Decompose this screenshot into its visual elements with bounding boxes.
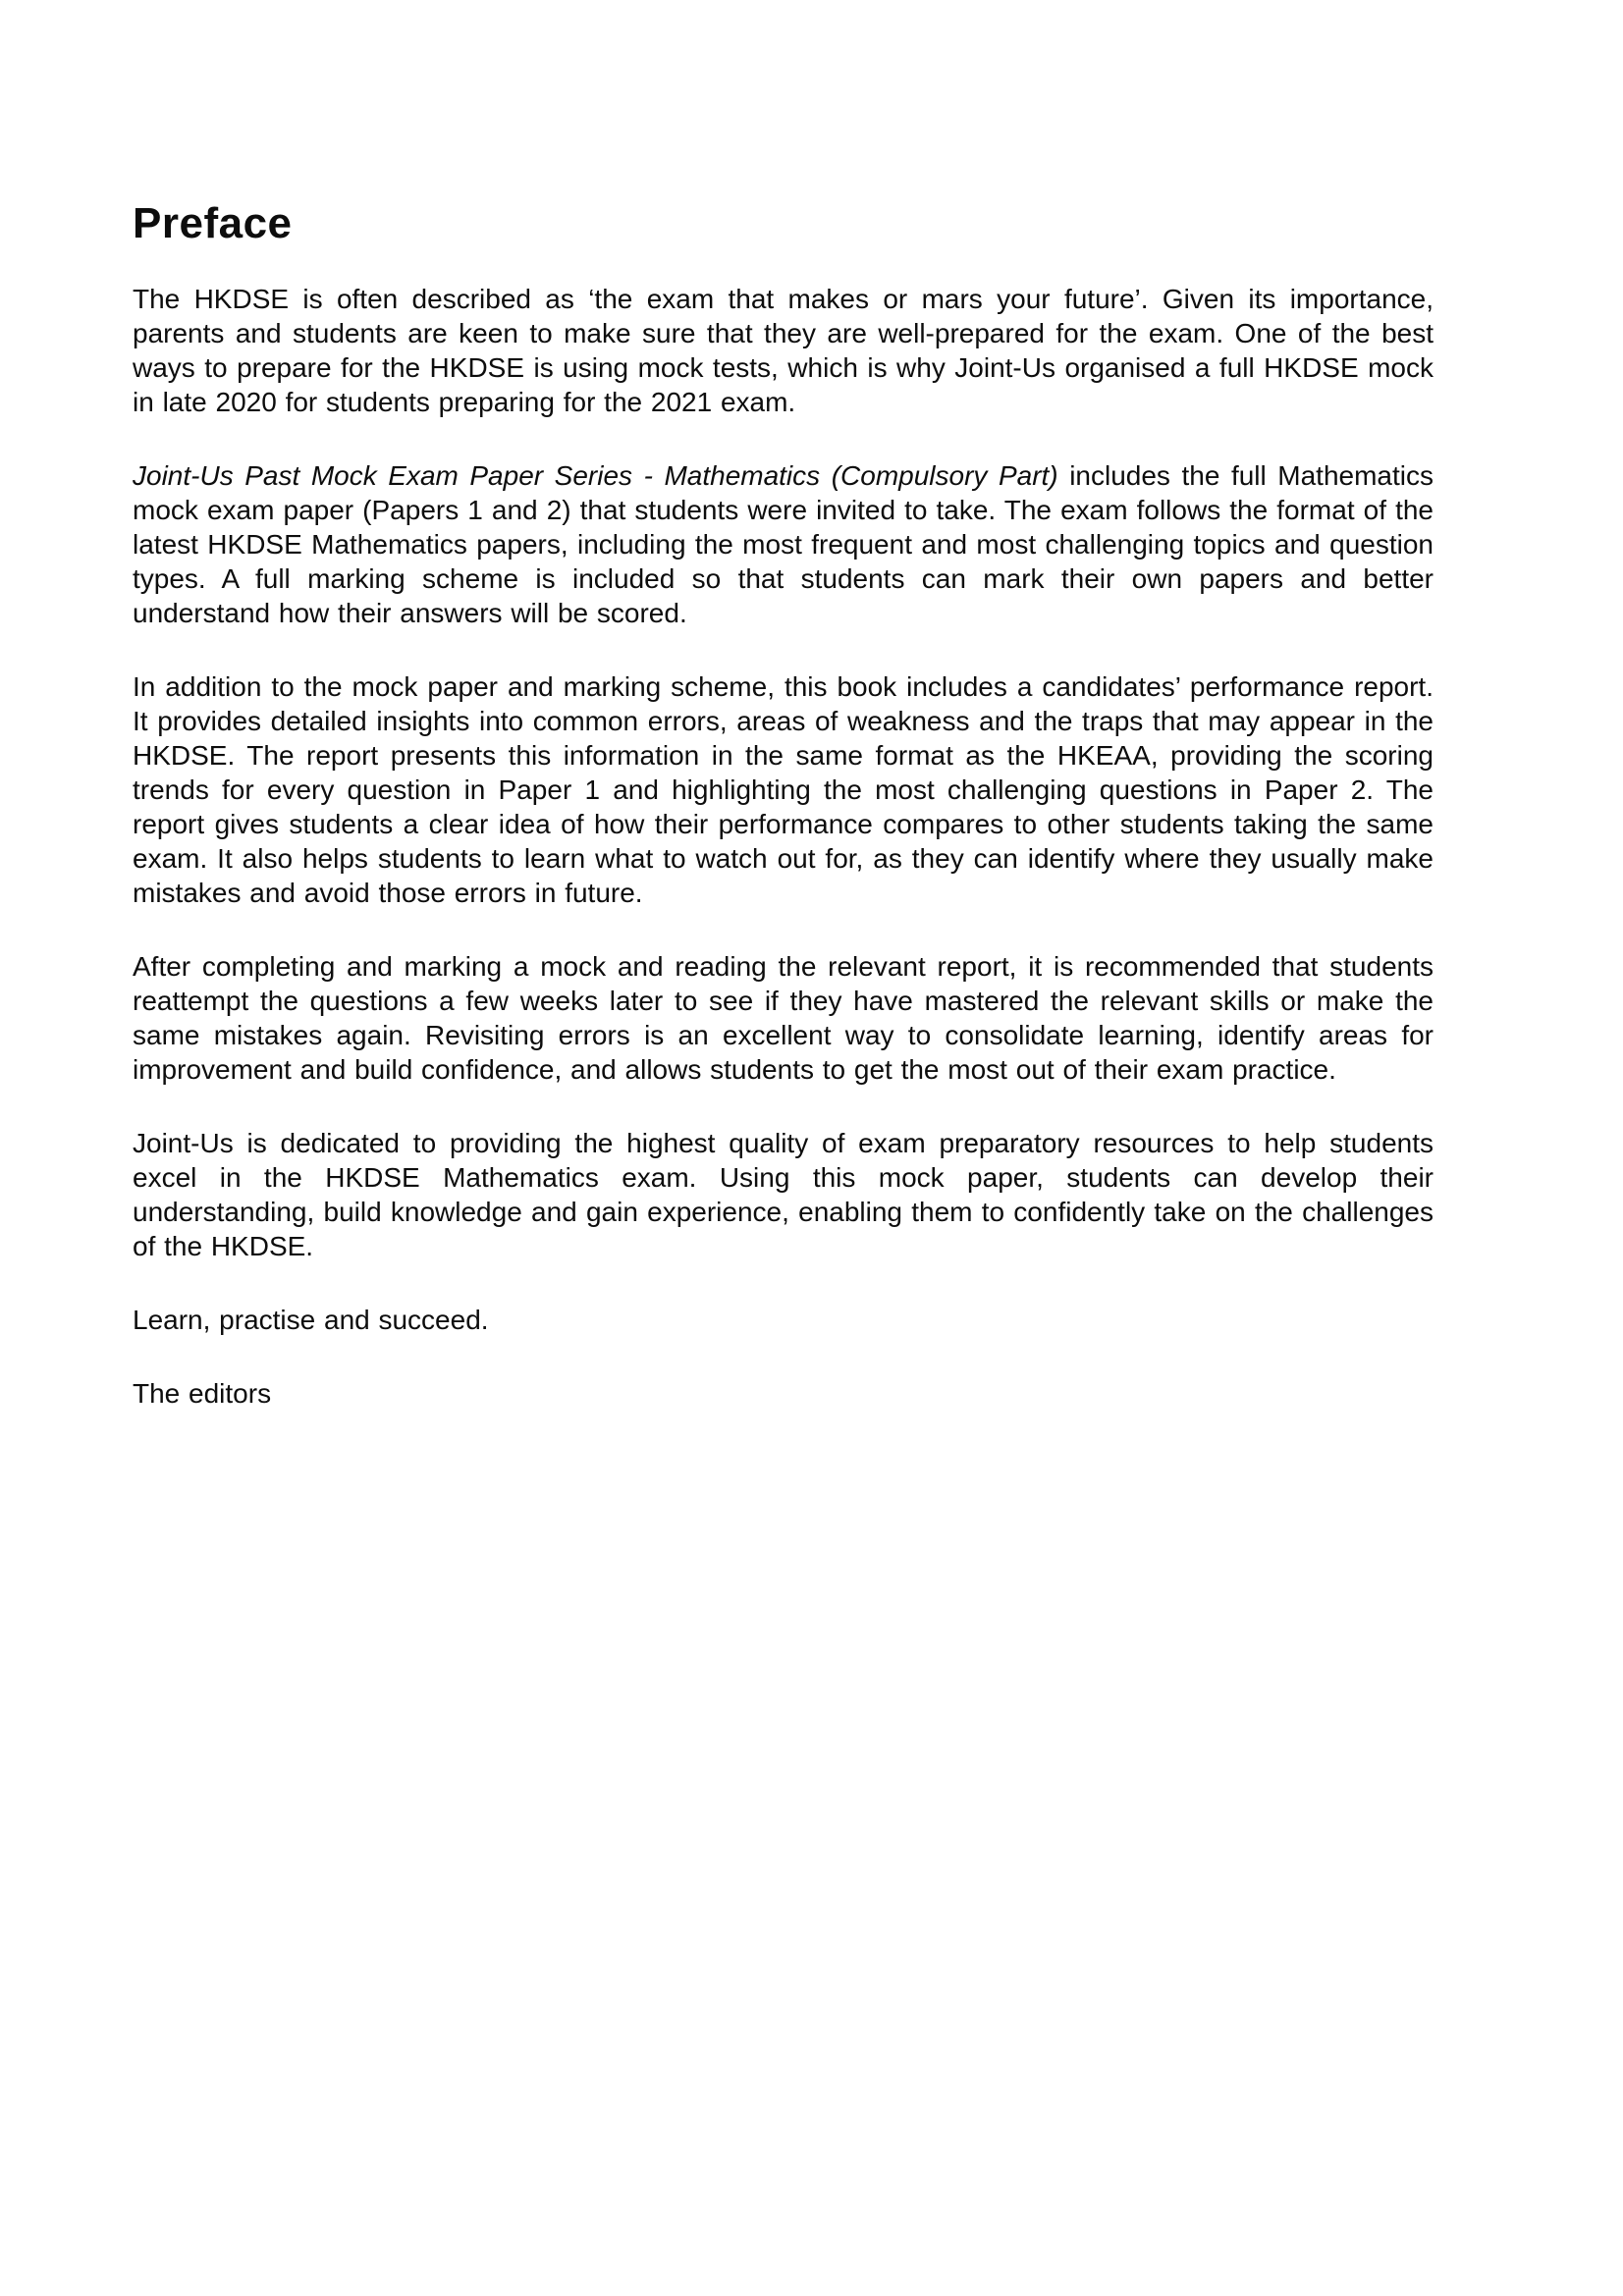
page-title: Preface — [133, 199, 293, 247]
signature-line: The editors — [133, 1378, 272, 1409]
preface-paragraph-2-body: includes the full Mathematics mock exam paper (Papers 1 and 2) that students were invited to take. The exam follows the format of the latest HKDSE Mathematics papers, including the most frequent and most challenging topics and question types. A full marking scheme is included so that students can mark their own papers and better understand how their answers will be scored. — [133, 460, 1434, 628]
preface-paragraph-1: The HKDSE is often described as ‘the exam that makes or mars your future’. Given its importance, parents and students are keen to make sure that they are well-prepared for the exam. One of the best ways to prepare for the HKDSE is using mock tests, which is why Joint-Us organised a full HKDSE mock in late 2020 for students preparing for the 2021 exam. — [133, 284, 1434, 417]
preface-paragraph-4: After completing and marking a mock and reading the relevant report, it is recommended that students reattempt the questions a few weeks later to see if they have mastered the relevant skills or make the same mistakes again. Revisiting errors is an excellent way to consolidate learning, identify areas for improvement and build confidence, and allows students to get the most out of their exam practice. — [133, 951, 1434, 1085]
preface-paragraph-5: Joint-Us is dedicated to providing the highest quality of exam preparatory resources to help students excel in the HKDSE Mathematics exam. Using this mock paper, students can develop their understanding, build knowledge and gain experience, enabling them to confidently take on the challenges of the HKDSE. — [133, 1128, 1434, 1261]
preface-paragraph-2 — [133, 458, 1434, 630]
preface-paragraph-3: In addition to the mock paper and marking scheme, this book includes a candidates’ performance report. It provides detailed insights into common errors, areas of weakness and the traps that may appear in the HKDSE. The report presents this information in the same format as the HKEAA, providing the scoring trends for every question in Paper 1 and highlighting the most challenging questions in Paper 2. The report gives students a clear idea of how their performance compares to other students taking the same exam. It also helps students to learn what to watch out for, as they can identify where they usually make mistakes and avoid those errors in future. — [133, 671, 1434, 908]
closing-line: Learn, practise and succeed. — [133, 1305, 489, 1335]
book-series-title: Joint-Us Past Mock Exam Paper Series - Mathematics (Compulsory Part) — [133, 460, 1058, 491]
